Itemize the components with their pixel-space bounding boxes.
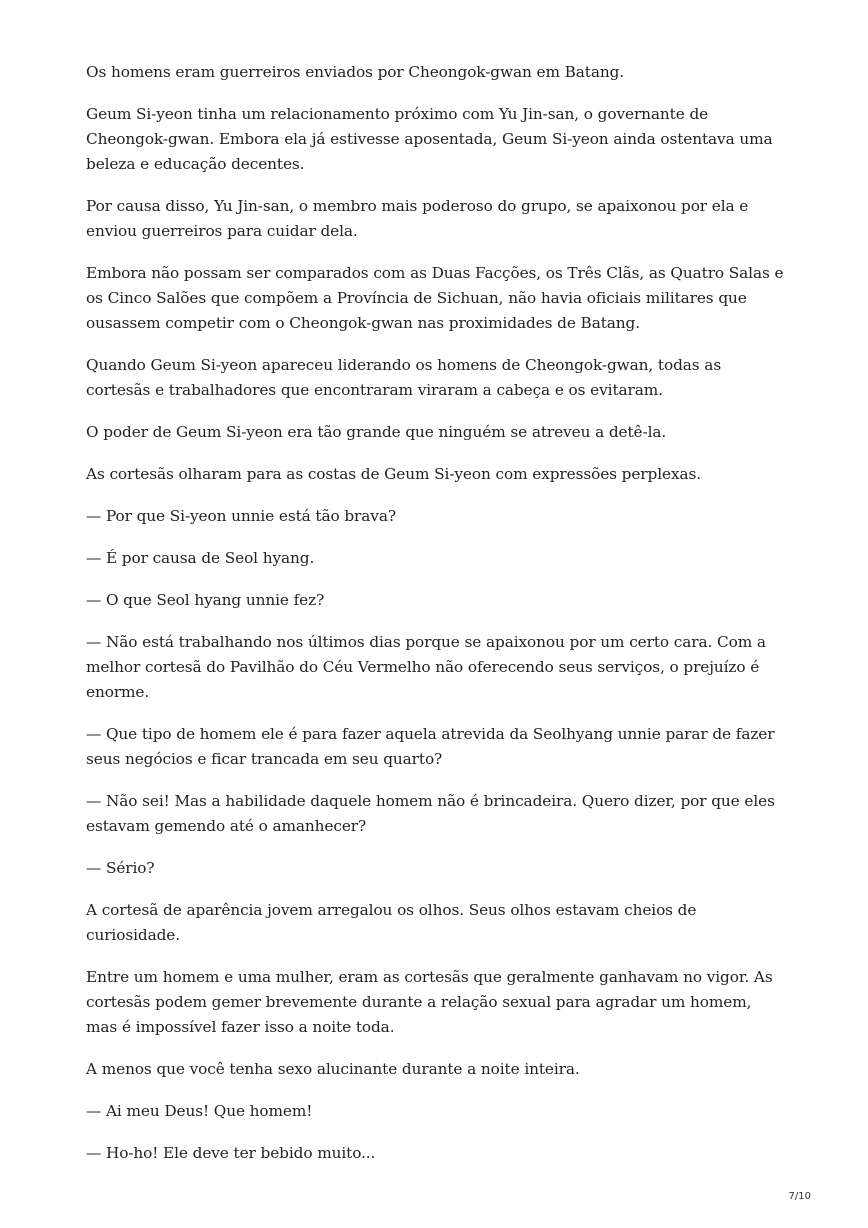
dialogue-line: — Ho-ho! Ele deve ter bebido muito... — [86, 1144, 376, 1162]
dialogue-line: — É por causa de Seol hyang. — [86, 549, 315, 567]
dialogue-line: — Não está trabalhando nos últimos dias porque se apaixonou por um certo cara. Com a melhor cortesã do Pavilhão do Céu Vermelho não oferecendo seus serviços, o prejuízo é enorme. — [86, 633, 766, 701]
dialogue-line: — O que Seol hyang unnie fez? — [86, 591, 325, 609]
paragraph: A menos que você tenha sexo alucinante durante a noite inteira. — [86, 1060, 580, 1078]
paragraph: O poder de Geum Si-yeon era tão grande que ninguém se atreveu a detê-la. — [86, 423, 667, 441]
dialogue-line: — Sério? — [86, 859, 155, 877]
paragraph: Quando Geum Si-yeon apareceu liderando os homens de Cheongok-gwan, todas as cortesãs e trabalhadores que encontraram viraram a cabeça e os evitaram. — [86, 356, 722, 399]
paragraph: A cortesã de aparência jovem arregalou os olhos. Seus olhos estavam cheios de curiosidade. — [86, 901, 697, 944]
paragraph: Embora não possam ser comparados com as Duas Facções, os Três Clãs, as Quatro Salas e os Cinco Salões que compõem a Província de Sichuan, não havia oficiais militares que ousassem competir com o Cheongok-gwan nas proximidades de Batang. — [86, 264, 784, 332]
paragraph: Por causa disso, Yu Jin-san, o membro mais poderoso do grupo, se apaixonou por ela e enviou guerreiros para cuidar dela. — [86, 197, 749, 240]
paragraph: As cortesãs olharam para as costas de Geum Si-yeon com expressões perplexas. — [86, 465, 702, 483]
paragraph: Geum Si-yeon tinha um relacionamento próximo com Yu Jin-san, o governante de Cheongok-gwan. Embora ela já estivesse aposentada, Geum Si-yeon ainda ostentava uma beleza e educação decentes. — [86, 105, 773, 173]
document-body — [86, 60, 786, 1183]
dialogue-line: — Que tipo de homem ele é para fazer aquela atrevida da Seolhyang unnie parar de fazer seus negócios e ficar trancada em seu quarto? — [86, 725, 775, 768]
paragraph: Entre um homem e uma mulher, eram as cortesãs que geralmente ganhavam no vigor. As cortesãs podem gemer brevemente durante a relação sexual para agradar um homem, mas é impossível fazer isso a noite toda. — [86, 968, 773, 1036]
dialogue-line: — Ai meu Deus! Que homem! — [86, 1102, 313, 1120]
page-number: 7/10 — [788, 1191, 811, 1202]
dialogue-line: — Não sei! Mas a habilidade daquele homem não é brincadeira. Quero dizer, por que eles estavam gemendo até o amanhecer? — [86, 792, 775, 835]
paragraph: Os homens eram guerreiros enviados por Cheongok-gwan em Batang. — [86, 63, 625, 81]
dialogue-line: — Por que Si-yeon unnie está tão brava? — [86, 507, 396, 525]
